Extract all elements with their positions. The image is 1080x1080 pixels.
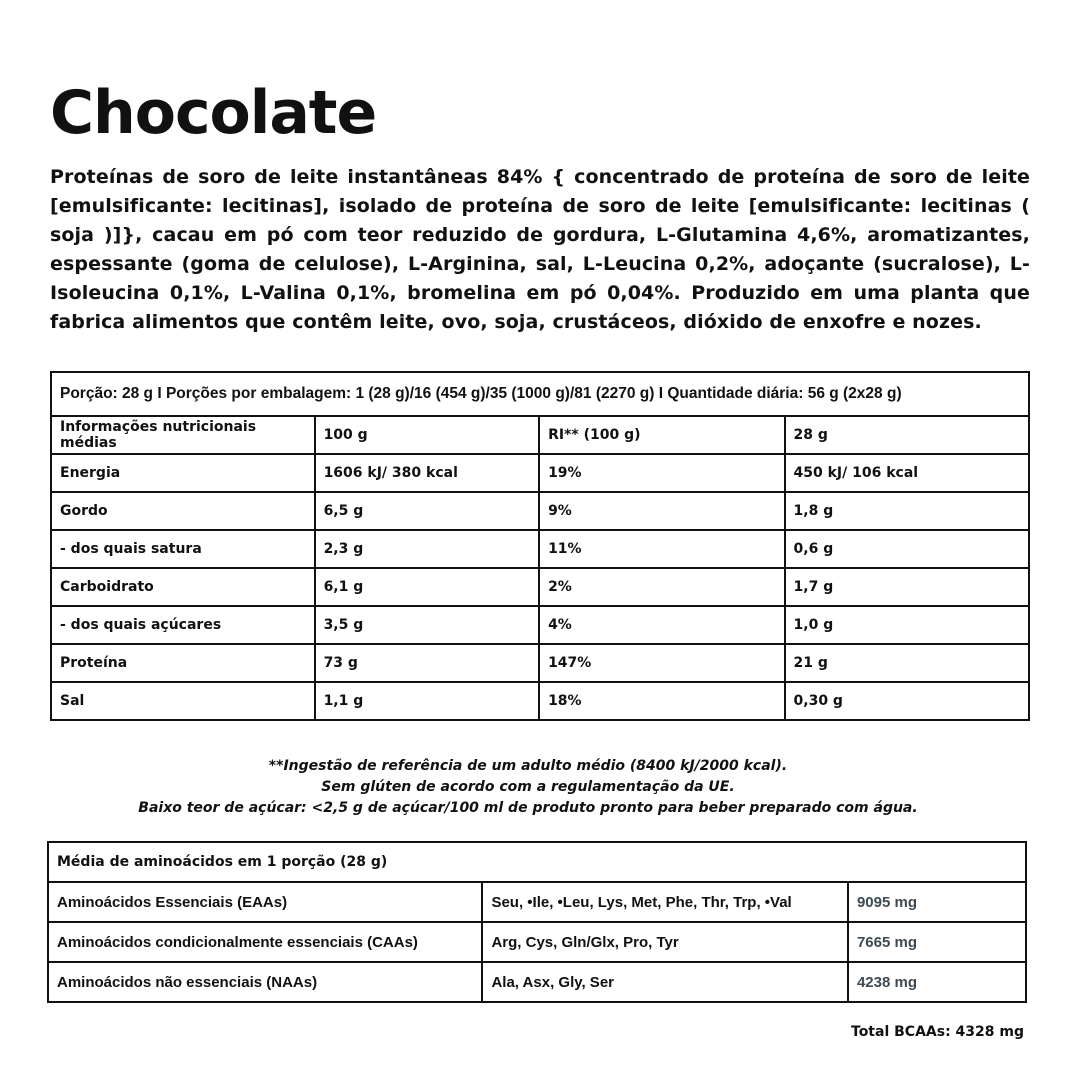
amino-acid-table	[47, 841, 1027, 1003]
value-per-100g: 73 g	[315, 644, 540, 682]
header-cell: 100 g	[315, 416, 540, 454]
value-per-portion: 0,30 g	[785, 682, 1029, 720]
ri-percent: 147%	[539, 644, 784, 682]
footnote-low-sugar: Baixo teor de açúcar: <2,5 g de açúcar/100 ml de produto pronto para beber preparado com água.	[138, 800, 918, 816]
nutrient-name: Carboidrato	[51, 568, 315, 606]
nutrition-row	[51, 568, 1029, 606]
total-bcaas: Total BCAAs: 4328 mg	[851, 1024, 1024, 1040]
nutrition-table	[50, 371, 1030, 721]
nutrition-row	[51, 682, 1029, 720]
footnotes	[0, 756, 1056, 819]
value-per-100g: 1,1 g	[315, 682, 540, 720]
nutrient-name: - dos quais satura	[51, 530, 315, 568]
value-per-portion: 1,0 g	[785, 606, 1029, 644]
value-per-100g: 2,3 g	[315, 530, 540, 568]
header-cell: Informações nutricionais médias	[51, 416, 315, 454]
nutrient-name: Energia	[51, 454, 315, 492]
portion-info: Porção: 28 g I Porções por embalagem: 1 (28 g)/16 (454 g)/35 (1000 g)/81 (2270 g) I Quantidade diária: 56 g (2x28 g)	[51, 372, 1029, 416]
value-per-100g: 3,5 g	[315, 606, 540, 644]
ri-percent: 9%	[539, 492, 784, 530]
amino-list: Ala, Asx, Gly, Ser	[482, 962, 848, 1002]
footnote-gluten-free: Sem glúten de acordo com a regulamentação da UE.	[321, 779, 735, 795]
amino-row	[48, 882, 1026, 922]
nutrition-row	[51, 606, 1029, 644]
value-per-100g: 6,5 g	[315, 492, 540, 530]
ingredients-text: Proteínas de soro de leite instantâneas 84% { concentrado de proteína de soro de leite [emulsificante: lecitinas], isolado de proteína de soro de leite [emulsificante: lecitinas ( soja )]}, cacau em pó com teor reduzido de gordura, L-Glutamina 4,6%, aromatizantes, espessante (goma de celulose), L-Arginina, sal, L-Leucina 0,2%, adoçante (sucralose), L-Isoleucina 0,1%, L-Valina 0,1%, bromelina em pó 0,04%. Produzido em uma planta que fabrica alimentos que contêm leite, ovo, soja, crustáceos, dióxido de enxofre e nozes.	[50, 166, 1030, 333]
nutrient-name: Proteína	[51, 644, 315, 682]
value-per-portion: 0,6 g	[785, 530, 1029, 568]
amino-list: Arg, Cys, Gln/Glx, Pro, Tyr	[482, 922, 848, 962]
nutrition-row	[51, 454, 1029, 492]
amino-header: Média de aminoácidos em 1 porção (28 g)	[48, 842, 1026, 882]
nutrient-name: Gordo	[51, 492, 315, 530]
ri-percent: 19%	[539, 454, 784, 492]
amino-amount: 9095 mg	[848, 882, 1026, 922]
value-per-portion: 1,7 g	[785, 568, 1029, 606]
ri-percent: 11%	[539, 530, 784, 568]
footnote-reference-intake: **Ingestão de referência de um adulto médio (8400 kJ/2000 kcal).	[268, 758, 788, 774]
nutrition-header-row	[51, 416, 1029, 454]
nutrient-name: - dos quais açúcares	[51, 606, 315, 644]
ri-percent: 4%	[539, 606, 784, 644]
amino-row	[48, 922, 1026, 962]
value-per-portion: 450 kJ/ 106 kcal	[785, 454, 1029, 492]
nutrient-name: Sal	[51, 682, 315, 720]
amino-category: Aminoácidos condicionalmente essenciais (CAAs)	[48, 922, 482, 962]
amino-amount: 7665 mg	[848, 922, 1026, 962]
value-per-100g: 6,1 g	[315, 568, 540, 606]
amino-category: Aminoácidos não essenciais (NAAs)	[48, 962, 482, 1002]
amino-category: Aminoácidos Essenciais (EAAs)	[48, 882, 482, 922]
amino-header-row	[48, 842, 1026, 882]
product-title: Chocolate	[50, 78, 377, 148]
amino-row	[48, 962, 1026, 1002]
nutrition-row	[51, 644, 1029, 682]
header-cell: 28 g	[785, 416, 1029, 454]
ri-percent: 18%	[539, 682, 784, 720]
nutrition-row	[51, 492, 1029, 530]
portion-row	[51, 372, 1029, 416]
value-per-portion: 21 g	[785, 644, 1029, 682]
value-per-portion: 1,8 g	[785, 492, 1029, 530]
ri-percent: 2%	[539, 568, 784, 606]
value-per-100g: 1606 kJ/ 380 kcal	[315, 454, 540, 492]
nutrition-row	[51, 530, 1029, 568]
amino-amount: 4238 mg	[848, 962, 1026, 1002]
header-cell: RI** (100 g)	[539, 416, 784, 454]
amino-list: Seu, •Ile, •Leu, Lys, Met, Phe, Thr, Trp, •Val	[482, 882, 848, 922]
